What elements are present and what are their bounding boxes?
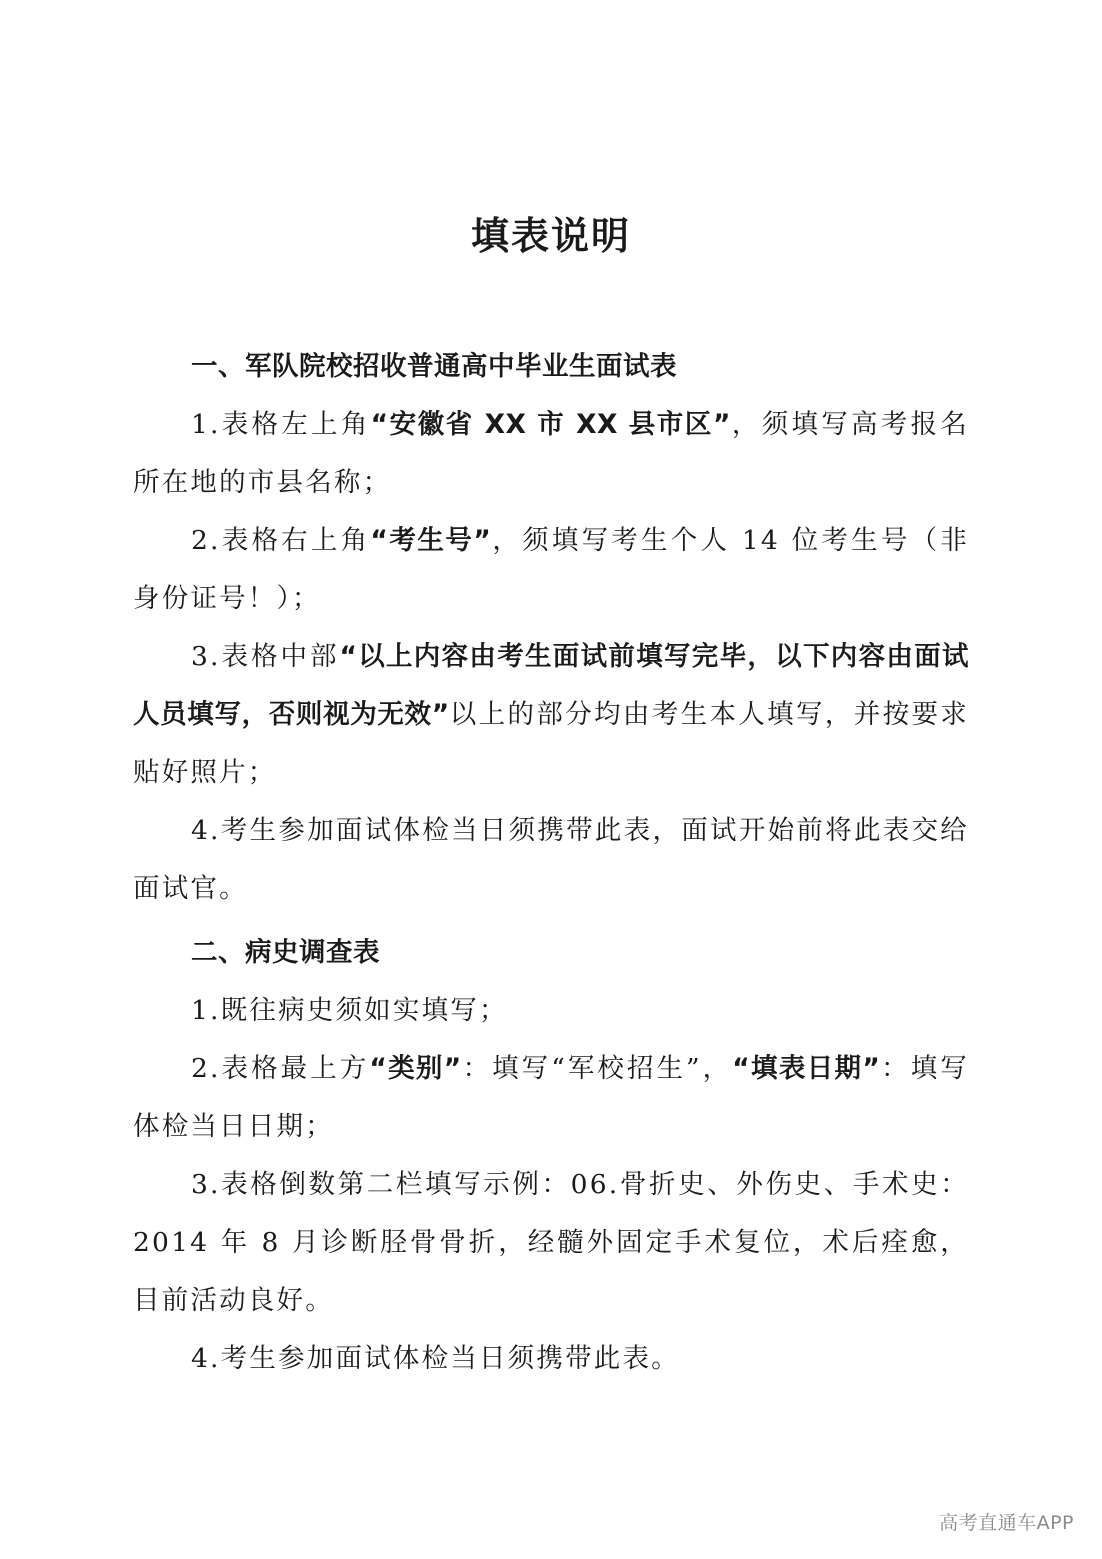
instruction-text: ，须填写考生个人 14 位考生号（非身份证号！）；	[133, 525, 970, 614]
instruction-item: 3.表格倒数第二栏填写示例：06.骨折史、外伤史、手术史：2014 年 8 月诊断胫骨骨折，经髓外固定手术复位，术后痊愈，目前活动良好。	[133, 1169, 969, 1316]
document-title: 填表说明	[470, 213, 631, 258]
instruction-text: ：填写“军校招生”，	[461, 1053, 733, 1084]
instruction-emphasis: “考生号”	[370, 525, 492, 556]
document-body	[133, 338, 969, 1388]
instruction-text: ，须填写高考报名所在地的市县名称；	[133, 409, 969, 498]
instruction-text: 2.表格最上方	[191, 1053, 370, 1084]
instruction-emphasis: “以上内容由考生面试前填写完毕，以下内容由面试人员填写，否则视为无效”	[133, 641, 969, 730]
instruction-emphasis: “类别”	[369, 1053, 462, 1084]
instruction-item: 4.考生参加面试体检当日须携带此表。	[191, 1343, 680, 1374]
instruction-emphasis: “安徽省 XX 市 XX 县市区”	[370, 409, 731, 440]
instruction-item	[133, 628, 969, 802]
instruction-item: 4.考生参加面试体检当日须携带此表，面试开始前将此表交给面试官。	[133, 815, 969, 904]
section-heading-medical-history: 二、病史调查表	[191, 937, 380, 968]
instruction-text: 1.表格左上角	[191, 409, 371, 440]
instruction-text: 以上的部分均由考生本人填写，并按要求贴好照片；	[133, 699, 969, 788]
instruction-text: ：填写体检当日日期；	[133, 1053, 969, 1142]
instruction-item	[133, 396, 969, 512]
section-heading-interview-form: 一、军队院校招收普通高中毕业生面试表	[191, 351, 677, 382]
instruction-item: 1.既往病史须如实填写；	[191, 995, 508, 1026]
instruction-text: 2.表格右上角	[191, 525, 371, 556]
instruction-item	[133, 1040, 969, 1156]
instruction-emphasis: “填表日期”	[732, 1053, 881, 1084]
instruction-item	[133, 512, 969, 628]
instruction-text: 3.表格中部	[191, 641, 340, 672]
app-watermark: 高考直通车APP	[939, 1512, 1074, 1534]
